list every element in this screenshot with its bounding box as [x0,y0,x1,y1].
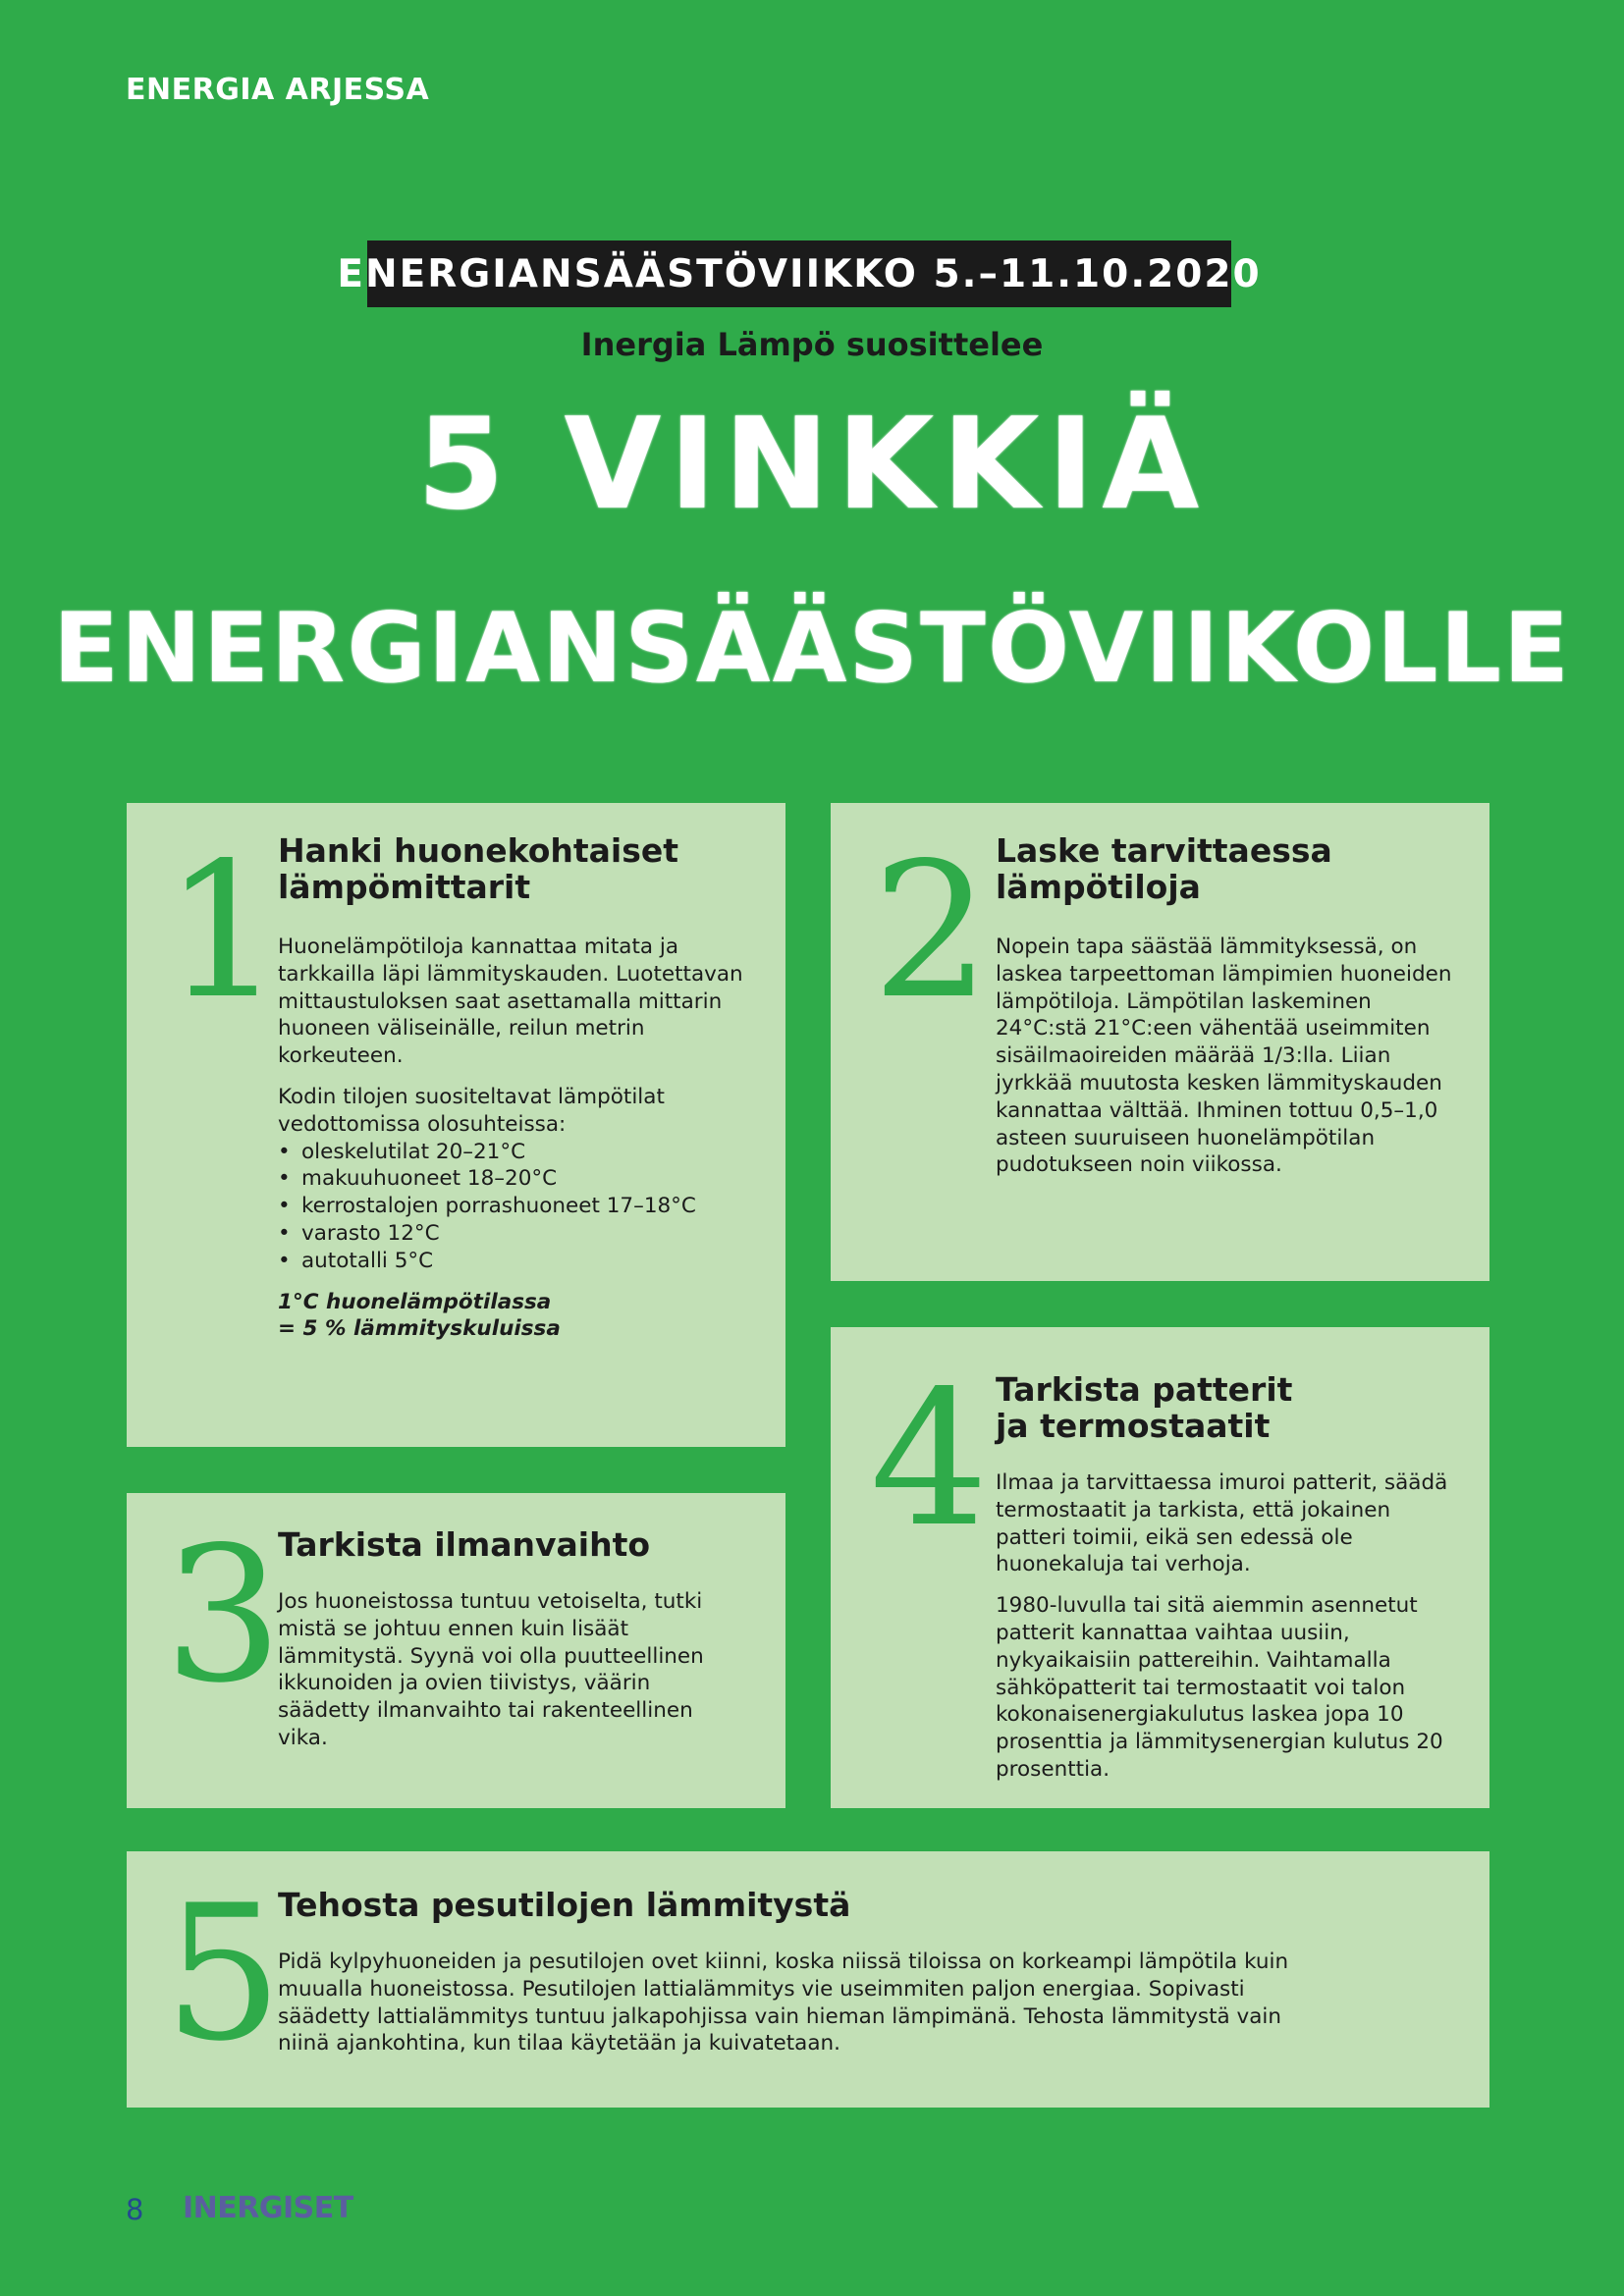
tip-1-temperature-list [278,1139,749,1275]
tip-title-4 [996,1371,1292,1444]
tip-number-4: 4 [870,1351,989,1568]
headline-line-1: 5 VINKKIÄ [416,392,1208,538]
list-item: • autotalli 5°C [278,1248,749,1275]
tip-box-2 [831,803,1489,1281]
tip-title-1 [278,832,678,905]
tip-title-1-line-1: Hanki huonekohtaiset [278,831,679,870]
tip-title-1-line-2: lämpömittarit [278,868,531,906]
list-item: • kerrostalojen porrashuoneet 17–18°C [278,1193,749,1220]
tip-1-note: 1°C huonelämpötilassa = 5 % lämmityskuluissa [278,1289,561,1342]
tip-title-2-line-2: lämpötiloja [996,868,1201,906]
tip-3-paragraph: Jos huoneistossa tuntuu vetoiselta, tutki mistä se johtuu ennen kuin lisäät lämmitystä. Syynä voi olla puutteellinen ikkunoiden ja ovien tiivistys, väärin säädetty ilmanvaihto tai rakenteellinen vika. [278,1589,704,1750]
tip-box-4 [831,1327,1489,1808]
tip-number-5: 5 [164,1865,283,2082]
recommender-line: Inergia Lämpö suosittelee [580,326,1044,363]
tip-title-4-line-1: Tarkista patterit [996,1370,1293,1409]
tip-4-paragraph: 1980-luvulla tai sitä aiemmin asennetut patterit kannattaa vaihtaa uusiin, nykyaikaisiin pattereihin. Vaihtamalla sähköpatterit tai termostaatit voi talon kokonaisenergiakulutus laskea jopa 10 prosenttia ja lämmitysenergian kulutus 20 prosenttia. [996,1593,1443,1782]
tip-5-paragraph: Pidä kylpyhuoneiden ja pesutilojen ovet kiinni, koska niissä tiloissa on korkeampi lämpötila kuin muualla huoneistossa. Pesutilojen lattialämmitys vie useimmiten paljon energiaa. Sopivasti säädetty lattialämmitys tuntuu jalkapohjissa vain hieman lämpimänä. Tehosta lämmitystä vain niinä ajankohtina, kun tilaa käytetään ja kuivatetaan. [278,1949,1289,2056]
list-item: • varasto 12°C [278,1220,749,1248]
magazine-brand: INERGISET [183,2191,353,2225]
tip-number-1: 1 [164,823,283,1040]
tip-1-paragraph: Huonelämpötiloja kannattaa mitata ja tarkkailla läpi lämmityskauden. Luotettavan mittaustuloksen saat asettamalla mittarin huoneen väliseinälle, reilun metrin korkeuteen. [278,934,743,1069]
tip-title-4-line-2: ja termostaatit [996,1407,1271,1445]
tip-title-5: Tehosta pesutilojen lämmitystä [278,1886,851,1924]
page-number: 8 [126,2193,144,2226]
tip-box-5 [127,1851,1489,2108]
tip-title-2 [996,832,1332,905]
section-label: ENERGIA ARJESSA [126,73,430,107]
tip-body-5 [278,1949,1338,2071]
headline-line-2: ENERGIANSÄÄSTÖVIIKOLLE [53,593,1571,705]
tip-box-1 [127,803,785,1447]
tip-body-2 [996,934,1457,1193]
tip-title-3: Tarkista ilmanvaihto [278,1525,651,1564]
tip-number-2: 2 [872,823,991,1040]
tip-4-paragraph: Ilmaa ja tarvittaessa imuroi patterit, säädä termostaatit ja tarkista, että jokainen patteri toimii, eikä sen edessä ole huonekaluja tai verhoja. [996,1470,1448,1577]
tip-1-paragraph: Kodin tilojen suositeltavat lämpötilat vedottomissa olosuhteissa: [278,1084,665,1137]
tip-title-2-line-1: Laske tarvittaessa [996,831,1332,870]
event-banner: ENERGIANSÄÄSTÖVIIKKO 5.–11.10.2020 [367,240,1231,307]
tip-body-4 [996,1469,1457,1797]
tip-box-3 [127,1493,785,1808]
tip-number-3: 3 [164,1507,283,1724]
tip-body-3 [278,1588,739,1766]
list-item: • oleskelutilat 20–21°C [278,1139,749,1166]
list-item: • makuuhuoneet 18–20°C [278,1165,749,1193]
tip-2-paragraph: Nopein tapa säästää lämmityksessä, on laskea tarpeettoman lämpimien huoneiden lämpötiloja. Lämpötilan laskeminen 24°C:stä 21°C:een vähentää useimmiten sisäilmaoireiden määrää 1/3:lla. Liian jyrkkää muutosta kesken lämmityskauden kannattaa välttää. Ihminen tottuu 0,5–1,0 asteen suuruiseen huonelämpötilan pudotukseen noin viikossa. [996,934,1452,1178]
tip-body-1 [278,934,749,1343]
